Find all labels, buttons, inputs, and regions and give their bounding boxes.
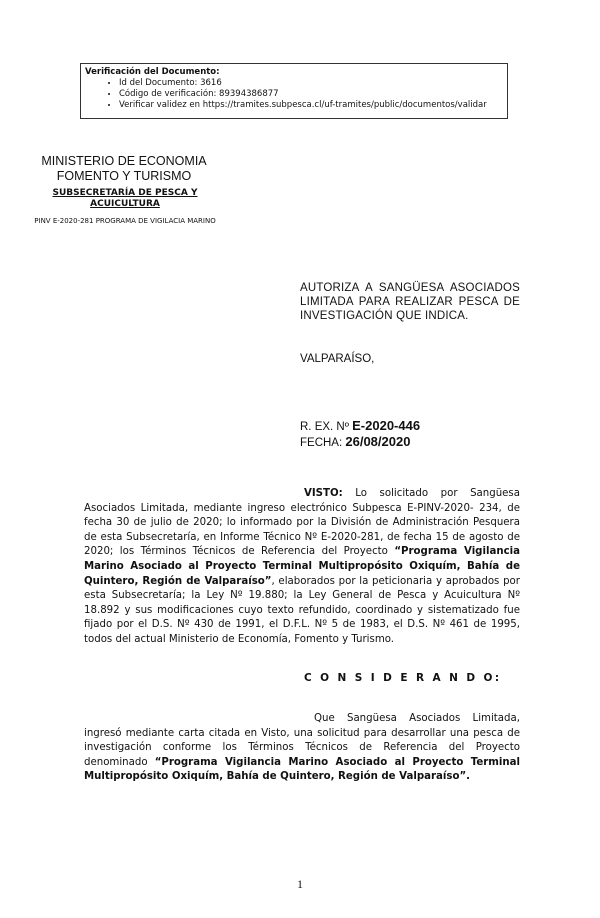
- considerando-paragraph: [84, 712, 520, 785]
- page-number: 1: [297, 877, 303, 891]
- verification-title: Verificación del Documento:: [85, 67, 220, 77]
- verification-box: [80, 63, 508, 119]
- visto-paragraph: [84, 487, 520, 648]
- date-label: FECHA:: [300, 437, 346, 449]
- document-id-item: • Id del Documento: 3616: [119, 78, 503, 89]
- visto-text-1: Lo solicitado por Sangüesa Asociados Limitada, mediante ingreso electrónico Subpesca E-PINV-2020- 234, de fecha 30 de julio de 2020; lo informado por la División de Administración Pesquera de esta Subsecretaría, en Informe Técnico Nº E-2020-281, de fecha 15 de agosto de 2020; los Términos Técnicos de Referencia del Proyecto: [84, 488, 520, 558]
- visto-label: VISTO:: [304, 488, 343, 499]
- verification-code-item: • Código de verificación: 89394386877: [119, 89, 503, 100]
- resolution-number-value: E-2020-446: [352, 418, 421, 433]
- resolution-number: [300, 418, 420, 433]
- reference-code: PINV E-2020-281 PROGRAMA DE VIGILACIA MARINO: [34, 217, 216, 225]
- visto-project-name: “Programa Vigilancia Marino Asociado al Proyecto Terminal Multipropósito Oxiquím, Bahía de Quintero, Región de Valparaíso”: [84, 546, 520, 587]
- verification-list: [85, 78, 503, 111]
- verification-url-item[interactable]: • Verificar validez en https://tramites.subpesca.cl/uf-tramites/public/documentos/validar: [119, 100, 503, 111]
- considerando-text: Que Sangüesa Asociados Limitada, ingresó mediante carta citada en Visto, una solicitud para desarrollar una pesca de investigación conforme los Términos Técnicos de Referencia del Proyecto denominado: [84, 713, 520, 768]
- considerando-project-name: “Programa Vigilancia Marino Asociado al Proyecto Terminal Multipropósito Oxiquím, Bahía de Quintero, Región de Valparaíso”.: [84, 756, 520, 783]
- resolution-date: [300, 434, 410, 449]
- visto-text-2: , elaborados por la peticionaria y aprobados por esta Subsecretaría; la Ley Nº 19.880; la Ley General de Pesca y Acuicultura Nº 18.892 y sus modificaciones cuyo texto refundido, coordinado y sistematizado fue fijado por el D.S. Nº 430 de 1991, el D.F.L. Nº 5 de 1983, el D.S. Nº 461 de 1995, todos del actual Ministerio de Economía, Fomento y Turismo.: [84, 575, 520, 645]
- considerando-heading: C O N S I D E R A N D O:: [304, 672, 502, 684]
- ministry-line-2: FOMENTO Y TURISMO: [56, 169, 192, 183]
- subsecretaria-name: SUBSECRETARÍA DE PESCA Y ACUICULTURA: [52, 188, 198, 209]
- resolution-subject: AUTORIZA A SANGÜESA ASOCIADOS LIMITADA PARA REALIZAR PESCA DE INVESTIGACIÓN QUE INDICA.: [300, 282, 520, 322]
- resolution-label: R. EX. Nº: [300, 421, 353, 433]
- ministry-name: [24, 154, 224, 184]
- date-value: 26/08/2020: [345, 434, 411, 449]
- place: VALPARAÍSO,: [300, 353, 375, 365]
- ministry-line-1: MINISTERIO DE ECONOMIA: [41, 154, 207, 168]
